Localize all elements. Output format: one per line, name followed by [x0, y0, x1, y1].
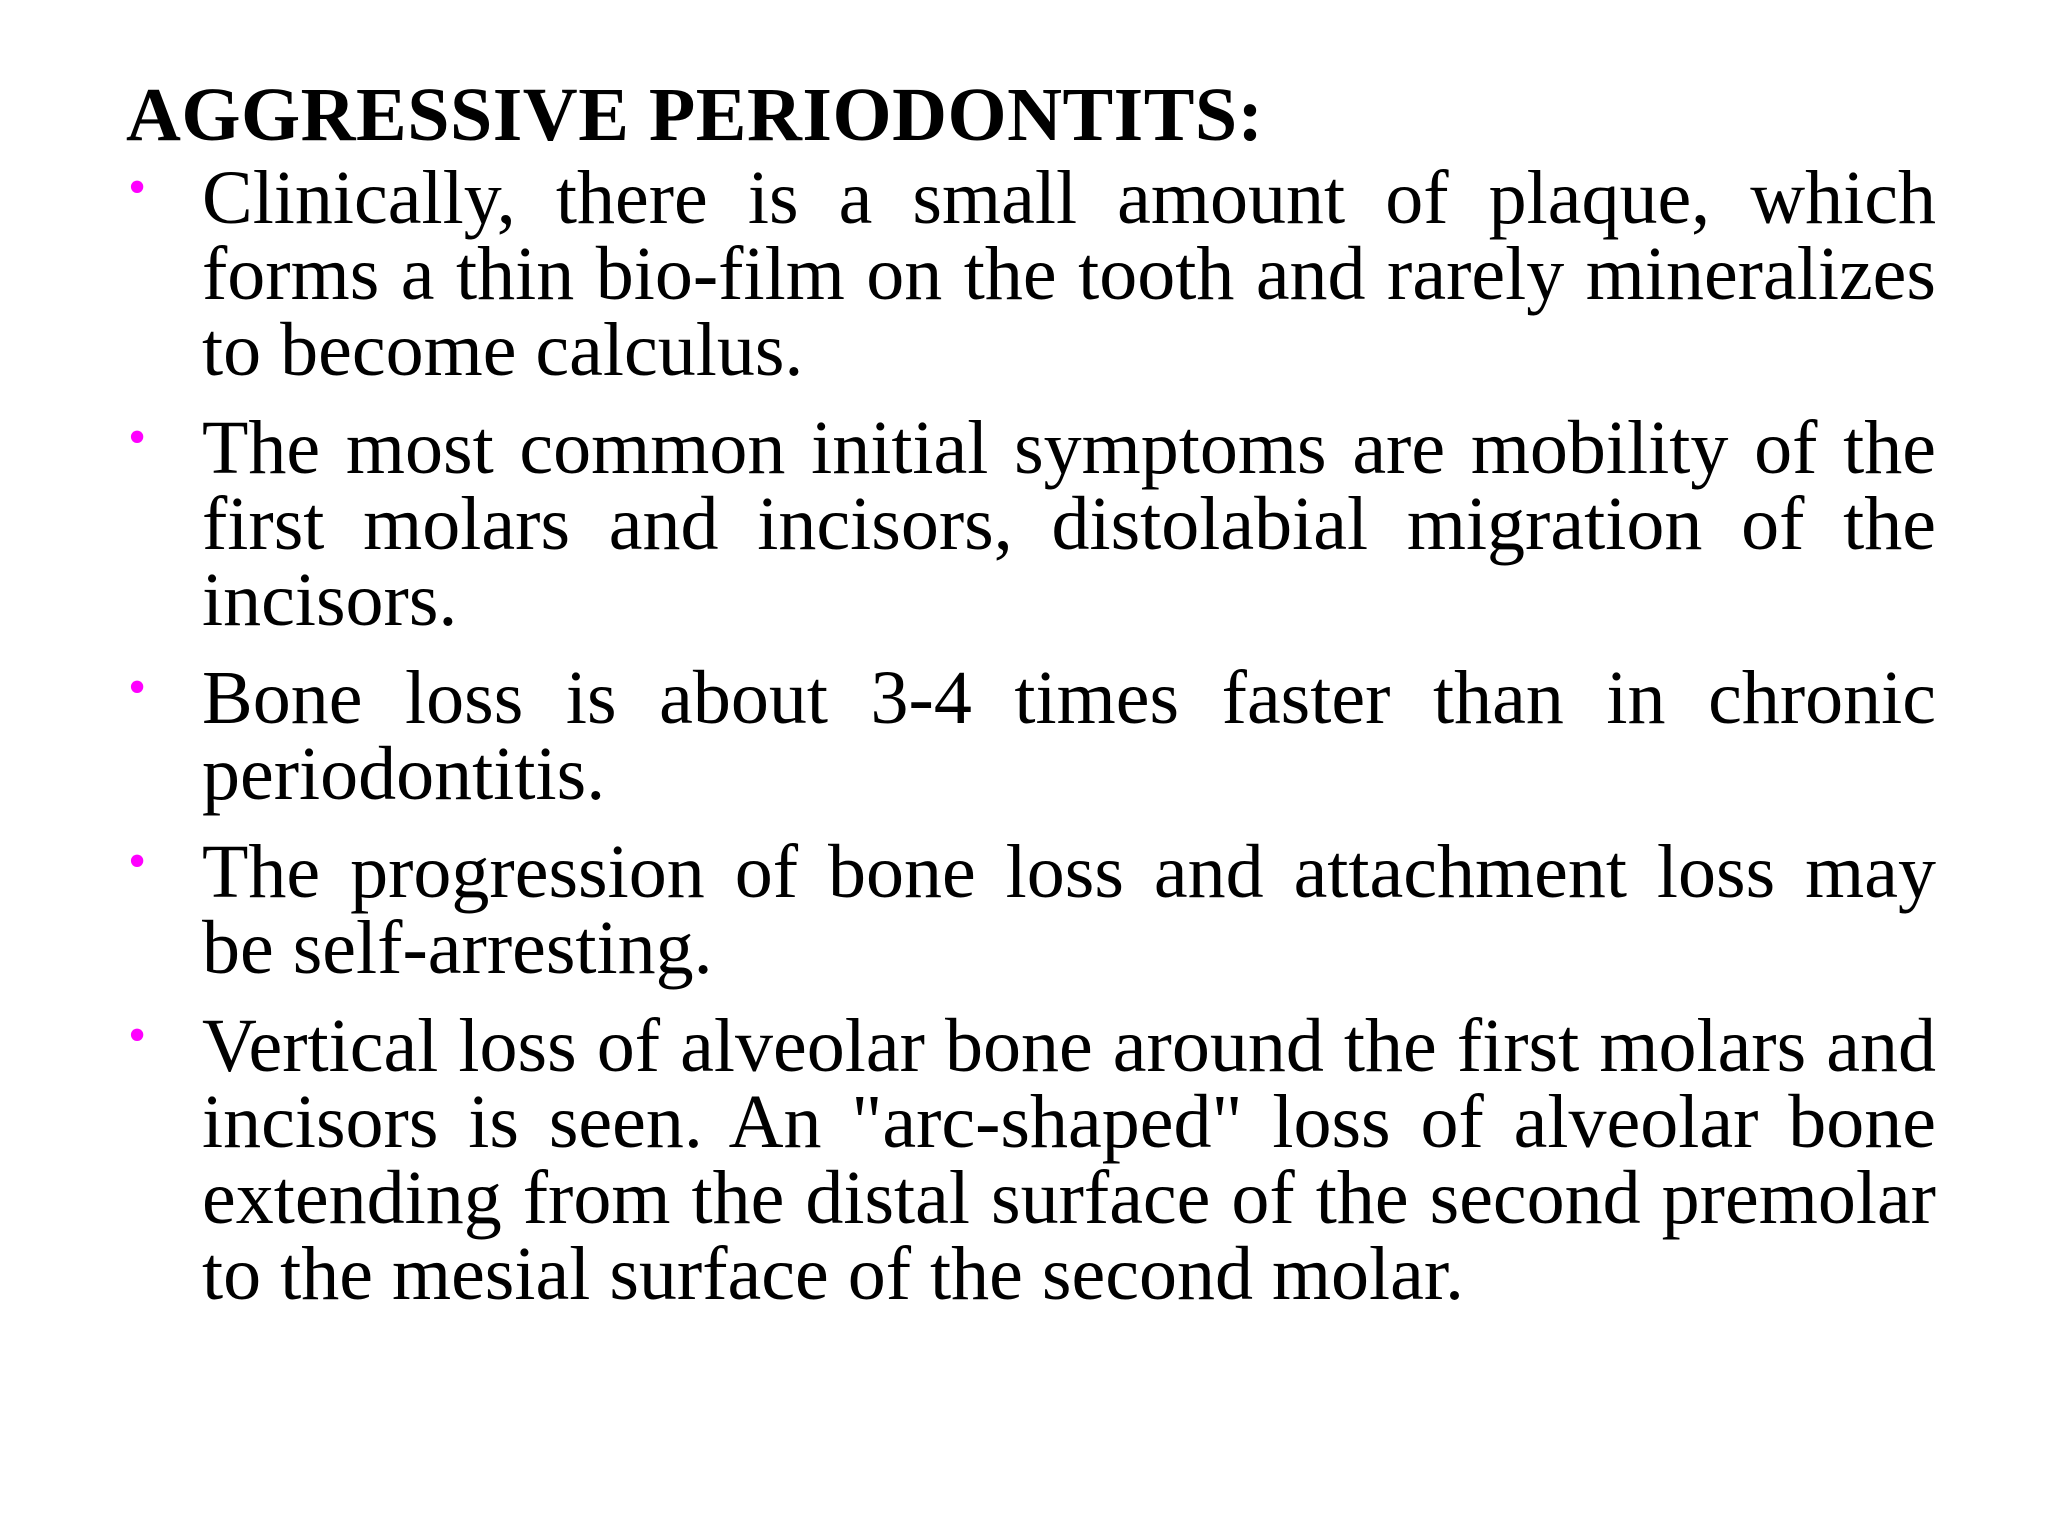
bullet-item [126, 406, 1936, 642]
bullet-text: Clinically, there is a small amount of plaque, which forms a thin bio-film on the tooth and rarely mineralizes to become calculus. [202, 156, 1936, 392]
bullet-point-icon: • [128, 1007, 147, 1064]
bullet-text: Bone loss is about 3-4 times faster than in chronic periodontitis. [202, 656, 1936, 816]
bullet-item [126, 156, 1936, 392]
bullet-item [126, 1004, 1936, 1316]
bullet-item [126, 830, 1936, 990]
bullet-point-icon: • [128, 833, 147, 890]
bullet-list [126, 156, 1936, 1316]
bullet-point-icon: • [128, 159, 147, 216]
bullet-point-icon: • [128, 409, 147, 466]
slide-title: AGGRESSIVE PERIODONTITS: [126, 73, 1264, 157]
bullet-item [126, 656, 1936, 816]
bullet-text: The progression of bone loss and attachment loss may be self-arresting. [202, 830, 1936, 990]
bullet-text: The most common initial symptoms are mobility of the first molars and incisors, distolabial migration of the incisors. [202, 406, 1936, 642]
slide-content [126, 70, 1936, 1334]
bullet-text: Vertical loss of alveolar bone around the first molars and incisors is seen. An "arc-shaped" loss of alveolar bone extending from the distal surface of the second premolar to the mesial surface of the second molar. [202, 1004, 1936, 1316]
bullet-point-icon: • [128, 659, 147, 716]
